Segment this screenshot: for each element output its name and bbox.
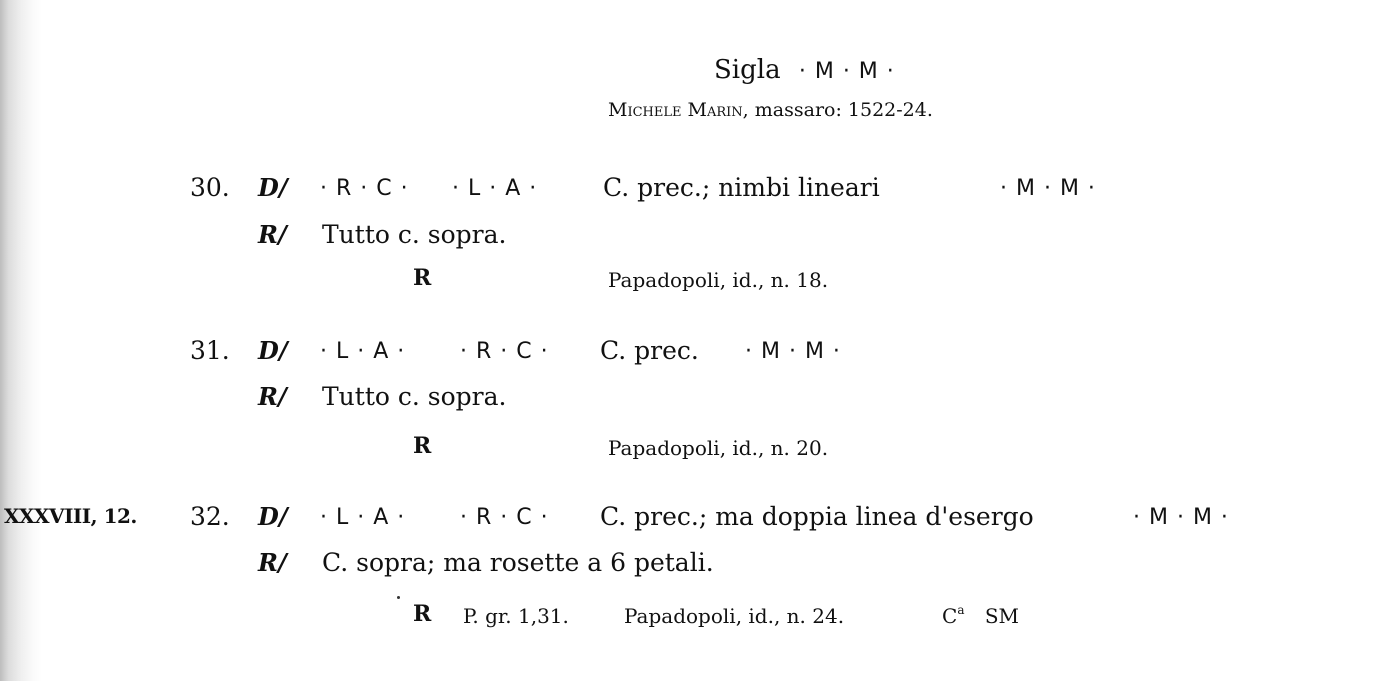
obverse-description: C. prec.; ma doppia linea d'esergo bbox=[600, 502, 1034, 531]
obverse-mark: · M · M · bbox=[1133, 505, 1229, 530]
reverse-text: Tutto c. sopra. bbox=[322, 382, 507, 411]
collection-code: SM bbox=[984, 604, 1020, 628]
obverse-description: C. prec. bbox=[600, 336, 699, 365]
obverse-description: C. prec.; nimbi lineari bbox=[603, 173, 880, 202]
bibliographic-reference: Papadopoli, id., n. 18. bbox=[608, 268, 829, 292]
collection-superscript: a bbox=[957, 603, 965, 617]
entry-number: 31. bbox=[190, 336, 230, 365]
obverse-siglum: D/ bbox=[258, 502, 288, 531]
bibliographic-reference: Papadopoli, id., n. 24. bbox=[624, 604, 845, 628]
collection-reference bbox=[942, 603, 1020, 628]
obverse-legend-1: · L · A · bbox=[320, 339, 406, 364]
rarity-mark: R bbox=[413, 265, 432, 291]
reverse-siglum: R/ bbox=[258, 220, 287, 249]
entry-number: 30. bbox=[190, 173, 230, 202]
print-speck bbox=[397, 596, 400, 599]
sigla-mark: · M · M · bbox=[798, 59, 895, 84]
massaro-name: Michele Marin, bbox=[608, 99, 749, 121]
reverse-siglum: R/ bbox=[258, 548, 287, 577]
sigla-word: Sigla bbox=[714, 55, 781, 85]
reverse-text: C. sopra; ma rosette a 6 petali. bbox=[322, 548, 714, 577]
collection-letter: C bbox=[942, 604, 958, 628]
rarity-mark: R bbox=[413, 433, 432, 459]
rarity-mark: R bbox=[413, 601, 432, 627]
obverse-mark: · M · M · bbox=[745, 339, 841, 364]
obverse-legend-2: · R · C · bbox=[460, 505, 549, 530]
obverse-legend-1: · L · A · bbox=[320, 505, 406, 530]
sigla-heading bbox=[714, 57, 895, 83]
obverse-legend-1: · R · C · bbox=[320, 176, 409, 201]
reverse-text: Tutto c. sopra. bbox=[322, 220, 507, 249]
entry-number: 32. bbox=[190, 502, 230, 531]
obverse-legend-2: · R · C · bbox=[460, 339, 549, 364]
bibliographic-reference: Papadopoli, id., n. 20. bbox=[608, 436, 829, 460]
reverse-siglum: R/ bbox=[258, 382, 287, 411]
obverse-mark: · M · M · bbox=[1000, 176, 1096, 201]
obverse-siglum: D/ bbox=[258, 336, 288, 365]
page-gutter-shadow bbox=[0, 0, 42, 681]
obverse-siglum: D/ bbox=[258, 173, 288, 202]
massaro-line bbox=[608, 101, 933, 120]
weight-reference: P. gr. 1,31. bbox=[463, 604, 569, 628]
plate-reference: XXXVIII, 12. bbox=[4, 504, 137, 528]
obverse-legend-2: · L · A · bbox=[452, 176, 538, 201]
massaro-role: massaro: 1522-24. bbox=[754, 99, 933, 121]
